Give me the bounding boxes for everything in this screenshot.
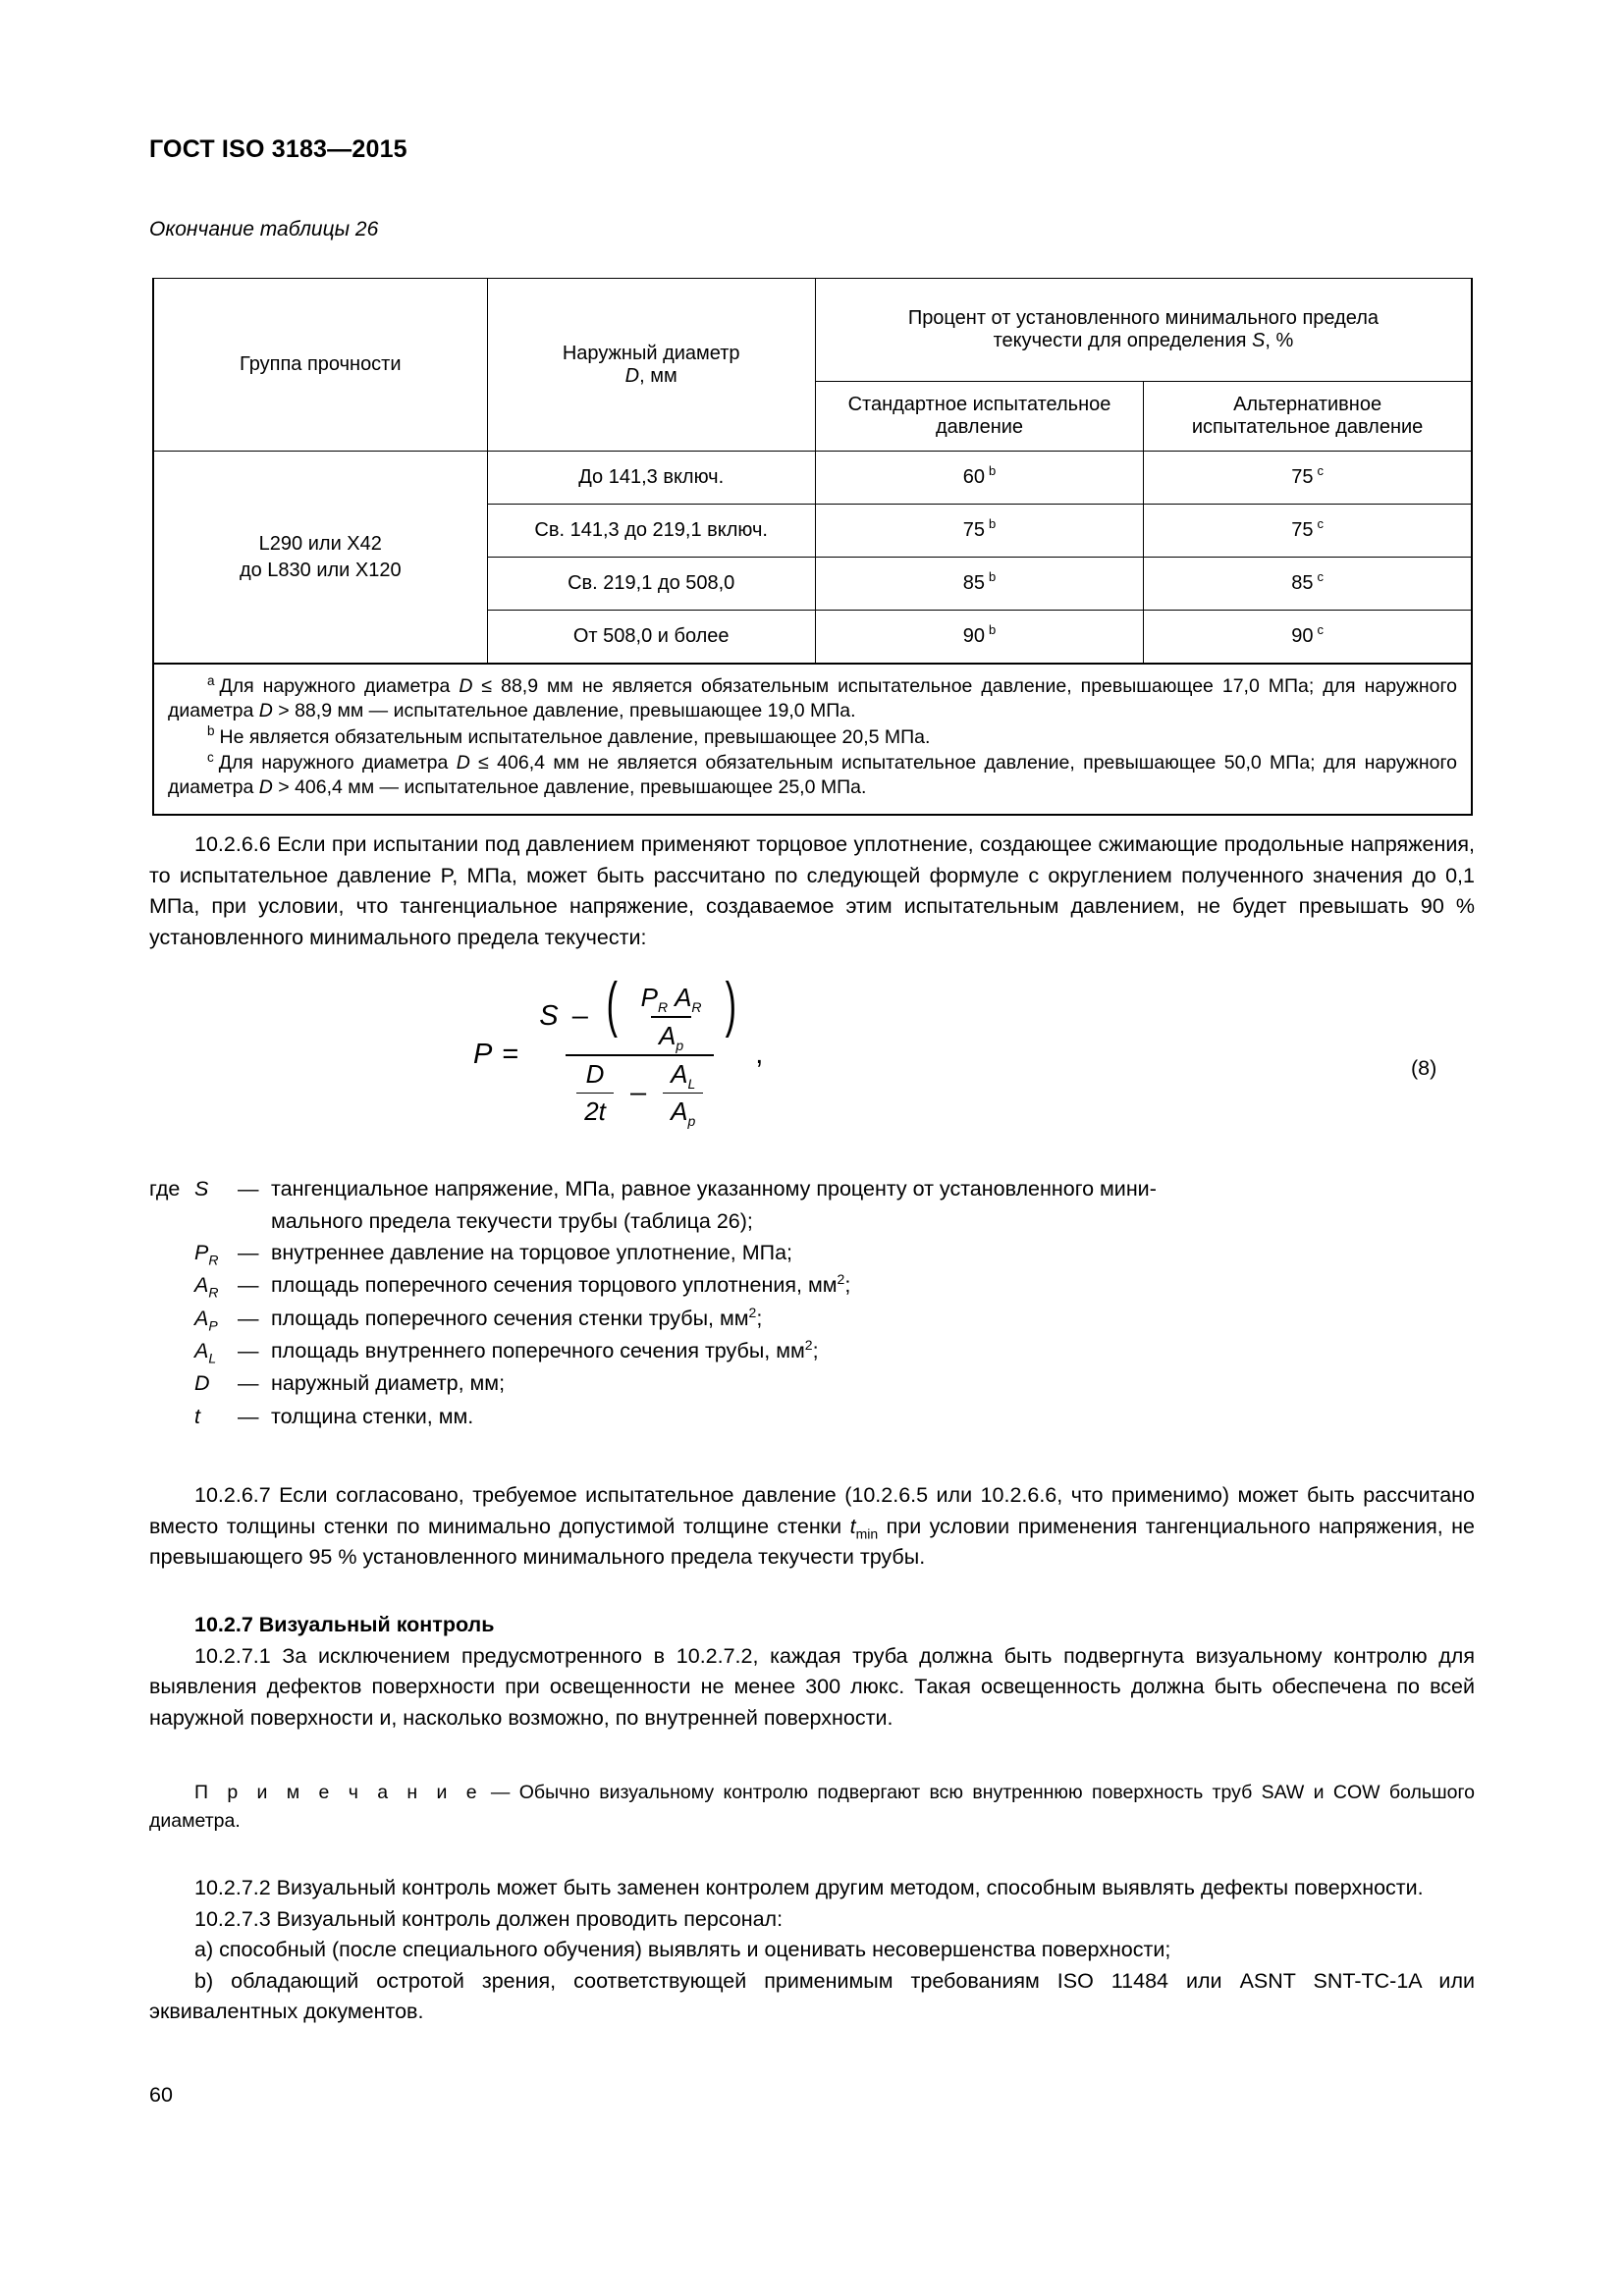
numerator-minus: –	[571, 1000, 588, 1032]
list-item-b: b) обладающий остротой зрения, соответствующей применимым требованиям ISO 11484 или ASNT SNT-TC-1A или эквивалентных документов.	[149, 1968, 1475, 2024]
where-item	[149, 1270, 1475, 1301]
cell-alternative	[1144, 558, 1472, 611]
footnote-c	[168, 751, 1457, 801]
value-alternative: 85	[1291, 572, 1314, 594]
th-outer-diameter	[487, 279, 815, 452]
formula-denominator	[566, 1054, 714, 1130]
den-right-a-sub: L	[687, 1076, 696, 1093]
th-outer-diameter-units: , мм	[639, 364, 677, 387]
footnote-text: Не является обязательным испытательное давление, превышающее 20,5 МПа.	[219, 725, 931, 748]
footnote-ref: b	[989, 569, 997, 585]
formula-comma: ,	[755, 1038, 764, 1070]
where-symbol: $A_L$	[194, 1338, 217, 1366]
value-standard: 60	[962, 466, 986, 488]
table-row	[153, 452, 1472, 505]
th-alternative-pressure	[1144, 382, 1472, 452]
value-standard: 85	[962, 572, 986, 594]
where-text: толщина стенки, мм.	[271, 1404, 474, 1428]
where-dash: —	[238, 1177, 259, 1201]
footnote-text: > 88,9 мм — испытательное давление, превышающее 19,0 МПа.	[272, 700, 856, 722]
inner-numerator	[633, 983, 710, 1016]
cell-alternative	[1144, 611, 1472, 664]
where-prefix: где	[149, 1177, 181, 1201]
p-10-2-6-7-text-a: 10.2.6.7 Если согласовано, требуемое испытательное давление (10.2.6.5 или 10.2.6.6, что применимо) может быть рассчитано вместо толщины стенки по минимально допустимой толщине стенки	[149, 1483, 1475, 1538]
paragraph-10-2-6-7	[149, 1480, 1475, 1574]
cell-alternative	[1144, 452, 1472, 505]
paragraph-10-2-6-6-block	[149, 829, 1475, 953]
cell-diameter: От 508,0 и более	[487, 611, 815, 664]
value-alternative: 90	[1291, 625, 1314, 647]
where-dash: —	[238, 1306, 259, 1330]
formula-equals: =	[502, 1038, 519, 1070]
p-10-2-6-7-text-b: при условии применения тангенциального напряжения, не превышающего 95 % установленного минимального предела текучести трубы.	[149, 1514, 1475, 1570]
inner-fraction	[633, 983, 710, 1054]
paragraph-10-2-7-2: 10.2.7.2 Визуальный контроль может быть заменен контролем другим методом, способным выявлять дефекты поверхности.	[194, 1876, 1424, 1899]
table-body	[153, 452, 1472, 664]
formula-lhs: P	[473, 1038, 493, 1070]
footnote-ref: b	[989, 622, 997, 638]
inner-p: P	[640, 983, 658, 1013]
note-label: П р и м е ч а н и е	[194, 1782, 482, 1803]
den-right-num	[663, 1059, 703, 1093]
den-left-num: D	[585, 1059, 605, 1090]
unit-superscript: 2	[837, 1270, 845, 1287]
strength-group-line1: L290 или X42	[258, 532, 382, 555]
where-text: площадь внутреннего поперечного сечения трубы, $мм^2$;	[271, 1336, 819, 1362]
cell-diameter: Св. 219,1 до 508,0	[487, 558, 815, 611]
inner-den-a: A	[659, 1021, 677, 1051]
where-text: площадь поперечного сечения стенки трубы, $мм^2$;	[271, 1304, 763, 1330]
where-dash: —	[238, 1273, 259, 1298]
table-footnotes	[152, 664, 1473, 816]
unit-superscript: 2	[748, 1304, 757, 1320]
th-percent-symbol: S	[1252, 330, 1266, 351]
note-text: Обычно визуальному контролю подвергают всю внутреннюю поверхность труб SAW и COW большого диаметра.	[149, 1782, 1475, 1832]
where-item	[149, 1304, 1475, 1334]
document-header: ГОСТ ISO 3183—2015	[149, 135, 407, 163]
value-alternative: 75	[1291, 519, 1314, 541]
value-alternative: 75	[1291, 466, 1314, 488]
den-right-ap: A	[671, 1096, 688, 1127]
footnote-symbol: D	[459, 675, 473, 697]
th-percent-line1: Процент от установленного минимального предела	[907, 307, 1380, 329]
th-percent-group	[815, 279, 1472, 382]
footnote-ref: c	[1317, 463, 1324, 479]
den-minus: –	[629, 1076, 647, 1108]
where-definitions-list	[149, 1174, 1475, 1434]
footnote-ref: b	[989, 463, 997, 479]
where-text: наружный диаметр, мм;	[271, 1371, 506, 1396]
where-symbol: $A_R$	[194, 1273, 219, 1301]
where-dash: —	[238, 1371, 259, 1396]
den-left-den: 2t	[576, 1093, 614, 1127]
th-strength-group: Группа прочности	[153, 279, 487, 452]
strength-group-line2: до L830 или X120	[239, 559, 402, 581]
t-symbol: t	[849, 1514, 856, 1538]
where-symbol: t	[194, 1404, 200, 1428]
th-outer-diameter-symbol: D	[624, 364, 640, 387]
footnote-mark: a	[207, 672, 215, 688]
unit-superscript: 2	[804, 1336, 813, 1353]
note-dash: —	[481, 1782, 519, 1803]
where-symbol: $A_P$	[194, 1306, 218, 1333]
cell-standard	[815, 505, 1143, 558]
th-alternative-line2: испытательное давление	[1191, 416, 1424, 438]
where-text: внутреннее давление на торцовое уплотнение, МПа;	[271, 1240, 793, 1264]
formula-numerator	[531, 971, 748, 1054]
footnote-text: Для наружного диаметра	[219, 675, 460, 697]
footnote-ref: c	[1317, 622, 1324, 638]
paragraph-10-2-6-6: 10.2.6.6 Если при испытании под давлением применяют торцовое уплотнение, создающее сжимающие продольные напряжения, то испытательное давление P, МПа, может быть рассчитано по следующей формуле с округлением полученного значения до 0,1 МПа, при условии, что тангенциальное напряжение, создаваемое этим испытательным давлением, не будет превышать 90 % установленного минимального предела текучести:	[149, 832, 1475, 949]
th-standard-line2: давление	[935, 416, 1024, 438]
th-alternative-line1: Альтернативное	[1233, 394, 1382, 415]
paragraph-10-2-7-3: 10.2.7.3 Визуальный контроль должен проводить персонал:	[194, 1906, 784, 1931]
footnote-a	[168, 674, 1457, 724]
den-right-a: A	[671, 1059, 688, 1090]
footnote-text: ≤ 406,4 мм не является обязательным испытательное давление, превышающее 50,0 МПа; для наружного диаметра	[168, 752, 1457, 799]
den-right-den	[663, 1093, 703, 1130]
inner-den-a-sub: p	[676, 1038, 684, 1054]
den-right-fraction	[663, 1059, 703, 1130]
where-symbol: S	[194, 1177, 209, 1201]
where-dash: —	[238, 1404, 259, 1428]
footnote-ref: b	[989, 516, 997, 532]
where-symbol: D	[194, 1371, 210, 1396]
where-item	[149, 1402, 1475, 1432]
th-percent-line2a: текучести для определения	[993, 330, 1253, 351]
footnote-ref: c	[1317, 516, 1324, 532]
inner-p-sub: R	[657, 999, 669, 1016]
where-continuation: мального предела текучести трубы (таблица 26);	[271, 1209, 753, 1234]
footnote-symbol: D	[456, 752, 470, 774]
where-dash: —	[238, 1338, 259, 1362]
section-10-2-7-rest-block	[149, 1873, 1475, 2028]
where-symbol: $P_R$	[194, 1240, 219, 1268]
cell-standard	[815, 558, 1143, 611]
page-number: 60	[149, 2083, 173, 2107]
where-item	[149, 1368, 1475, 1399]
where-item	[149, 1174, 1475, 1204]
th-percent-line2b: , %	[1265, 330, 1294, 351]
value-standard: 75	[962, 519, 986, 541]
formula-main-fraction	[531, 971, 748, 1130]
t-subscript: min	[855, 1524, 879, 1541]
where-dash: —	[238, 1240, 259, 1264]
footnote-mark: c	[207, 749, 214, 765]
den-right-ap-sub: p	[687, 1113, 696, 1130]
cell-strength-group	[153, 452, 487, 664]
footnote-ref: c	[1317, 569, 1324, 585]
section-10-2-7-block	[149, 1610, 1475, 1734]
paragraph-10-2-7-1: 10.2.7.1 За исключением предусмотренного в 10.2.7.2, каждая труба должна быть подвергнута визуальному контролю для выявления дефектов поверхности при освещенности не менее 300 люкс. Такая освещенность должна быть обеспечена по всей наружной поверхности и, насколько возможно, по внутренней поверхности.	[149, 1643, 1475, 1730]
where-text: площадь поперечного сечения торцового уплотнения, $мм^2$;	[271, 1270, 851, 1298]
paragraph-10-2-6-7-block	[149, 1480, 1475, 1574]
heading-10-2-7: 10.2.7 Визуальный контроль	[194, 1613, 495, 1636]
inner-a-sub: R	[691, 999, 702, 1016]
where-item	[149, 1238, 1475, 1268]
footnote-text: Для наружного диаметра	[218, 752, 457, 774]
formula-8-zone	[149, 971, 1475, 1158]
footnote-text: ≤ 88,9 мм не является обязательным испытательное давление, превышающее 17,0 МПа; для наружного диаметра	[168, 675, 1457, 722]
numerator-s: S	[539, 1000, 559, 1032]
den-left-fraction	[576, 1059, 614, 1127]
table-26	[152, 278, 1473, 664]
note-paragraph	[149, 1779, 1475, 1835]
footnote-mark: b	[207, 723, 215, 739]
th-standard-line1: Стандартное испытательное	[847, 394, 1111, 415]
footnote-b	[168, 725, 1457, 750]
table-header-row	[153, 279, 1472, 382]
cell-standard	[815, 452, 1143, 505]
where-item	[149, 1336, 1475, 1366]
paren-close: )	[725, 971, 736, 1039]
th-standard-pressure	[815, 382, 1143, 452]
footnote-symbol: D	[258, 700, 273, 722]
cell-diameter: Св. 141,3 до 219,1 включ.	[487, 505, 815, 558]
list-item-a: a) способный (после специального обучения) выявлять и оценивать несовершенства поверхности;	[194, 1938, 1171, 1962]
inner-a: A	[675, 983, 692, 1013]
where-text: тангенциальное напряжение, МПа, равное указанному проценту от установленного мини-	[271, 1177, 1157, 1201]
th-outer-diameter-label: Наружный диаметр	[562, 342, 740, 364]
table-caption: Окончание таблицы 26	[149, 218, 379, 240]
table-26-wrapper	[152, 278, 1473, 816]
formula-number: (8)	[1411, 1056, 1437, 1080]
note-block	[149, 1779, 1475, 1835]
cell-diameter: До 141,3 включ.	[487, 452, 815, 505]
footnote-symbol: D	[258, 776, 273, 799]
cell-standard	[815, 611, 1143, 664]
footnote-text: > 406,4 мм — испытательное давление, превышающее 25,0 МПа.	[272, 776, 867, 799]
inner-denominator	[651, 1016, 691, 1054]
value-standard: 90	[962, 625, 986, 647]
paren-open: (	[606, 971, 618, 1039]
cell-alternative	[1144, 505, 1472, 558]
formula-8	[473, 971, 764, 1130]
